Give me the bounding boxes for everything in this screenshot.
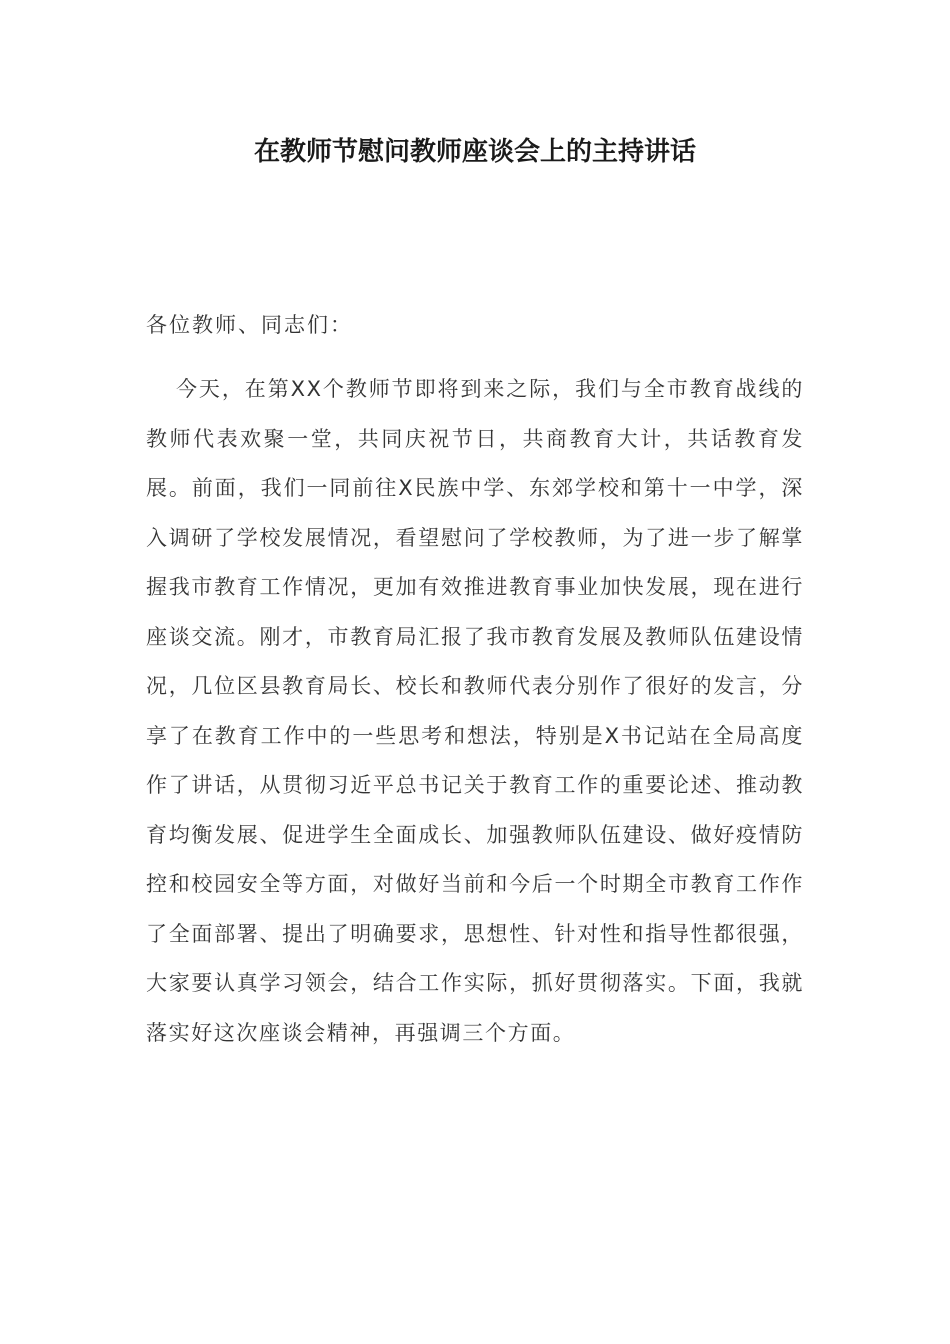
document-title: 在教师节慰问教师座谈会上的主持讲话 [253,137,696,167]
salutation: 各位教师、同志们： [146,313,353,337]
body-paragraph: 今天，在第XX个教师节即将到来之际，我们与全市教育战线的教师代表欢聚一堂，共同庆祝节日，共商教育大计，共话教育发展。前面，我们一同前往X民族中学、东郊学校和第十一中学，深入调研了学校发展情况，看望慰问了学校教师，为了进一步了解掌握我市教育工作情况，更加有效推进教育事业加快发展，现在进行座谈交流。刚才，市教育局汇报了我市教育发展及教师队伍建设情况，几位区县教育局长、校长和教师代表分别作了很好的发言，分享了在教育工作中的一些思考和想法，特别是X书记站在全局高度作了讲话，从贯彻习近平总书记关于教育工作的重要论述、推动教育均衡发展、促进学生全面成长、加强教师队伍建设、做好疫情防控和校园安全等方面，对做好当前和今后一个时期全市教育工作作了全面部署、提出了明确要求，思想性、针对性和指导性都很强，大家要认真学习领会，结合工作实际，抓好贯彻落实。下面，我就落实好这次座谈会精神，再强调三个方面。 [146,377,804,1045]
